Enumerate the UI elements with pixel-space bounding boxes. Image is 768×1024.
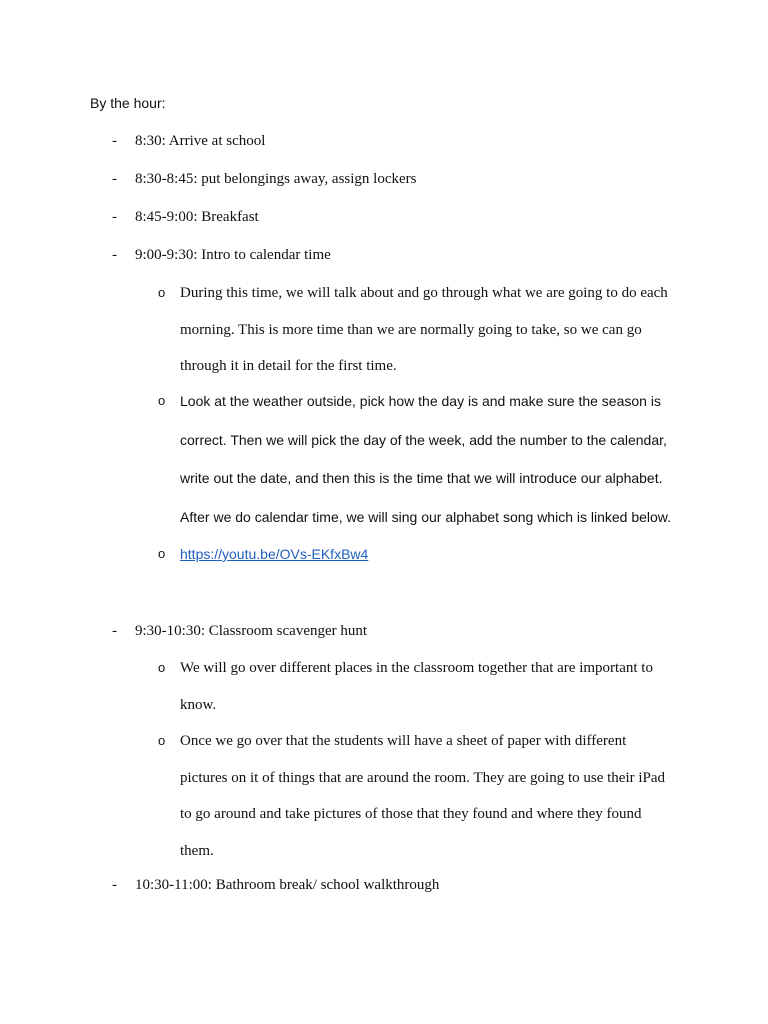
sub-bullet-text xyxy=(180,382,680,536)
sub-bullet-text xyxy=(180,275,680,385)
schedule-item-text: 9:30-10:30: Classroom scavenger hunt xyxy=(135,623,368,639)
schedule-item-text: 8:30-8:45: put belongings away, assign lockers xyxy=(135,171,417,187)
circle-bullet: o xyxy=(158,733,166,748)
text-line: We will go over different places in the classroom together that are important to xyxy=(180,660,653,676)
schedule-item-text: 8:45-9:00: Breakfast xyxy=(135,209,259,225)
text-line: write out the date, and then this is the time that we will introduce our alphabet. xyxy=(180,470,663,486)
sub-bullet-text xyxy=(180,544,680,564)
circle-bullet: o xyxy=(158,393,166,408)
text-line: pictures on it of things that are around the room. They are going to use their iPad xyxy=(180,769,666,786)
dash-bullet: - xyxy=(112,209,117,225)
dash-bullet: - xyxy=(112,133,117,149)
text-line: correct. Then we will pick the day of the week, add the number to the calendar, xyxy=(180,431,667,448)
text-line: to go around and take pictures of those that they found and where they found xyxy=(180,806,642,822)
schedule-item-text: 8:30: Arrive at school xyxy=(135,133,266,149)
schedule-item-text: 10:30-11:00: Bathroom break/ school walkthrough xyxy=(135,877,440,893)
circle-bullet: o xyxy=(158,285,166,300)
text-line: During this time, we will talk about and go through what we are going to do each xyxy=(180,285,668,301)
dash-bullet: - xyxy=(112,247,117,263)
circle-bullet: o xyxy=(158,660,166,675)
circle-bullet: o xyxy=(158,546,166,561)
dash-bullet: - xyxy=(112,171,117,187)
schedule-item-text: 9:00-9:30: Intro to calendar time xyxy=(135,247,331,263)
dash-bullet: - xyxy=(112,877,117,893)
sub-bullet-text xyxy=(180,650,680,723)
text-line: Look at the weather outside, pick how the day is and make sure the season is xyxy=(180,393,661,409)
text-line: through it in detail for the first time. xyxy=(180,358,397,374)
dash-bullet: - xyxy=(112,623,117,639)
text-line: them. xyxy=(180,842,214,859)
text-line: After we do calendar time, we will sing our alphabet song which is linked below. xyxy=(180,508,672,525)
text-line: morning. This is more time than we are normally going to take, so we can go xyxy=(180,321,642,338)
text-line: Once we go over that the students will have a sheet of paper with different xyxy=(180,733,627,749)
text-line: know. xyxy=(180,696,217,713)
section-heading: By the hour: xyxy=(90,95,166,111)
sub-bullet-text xyxy=(180,723,680,869)
youtube-link[interactable]: https://youtu.be/OVs-EKfxBw4 xyxy=(180,546,369,562)
